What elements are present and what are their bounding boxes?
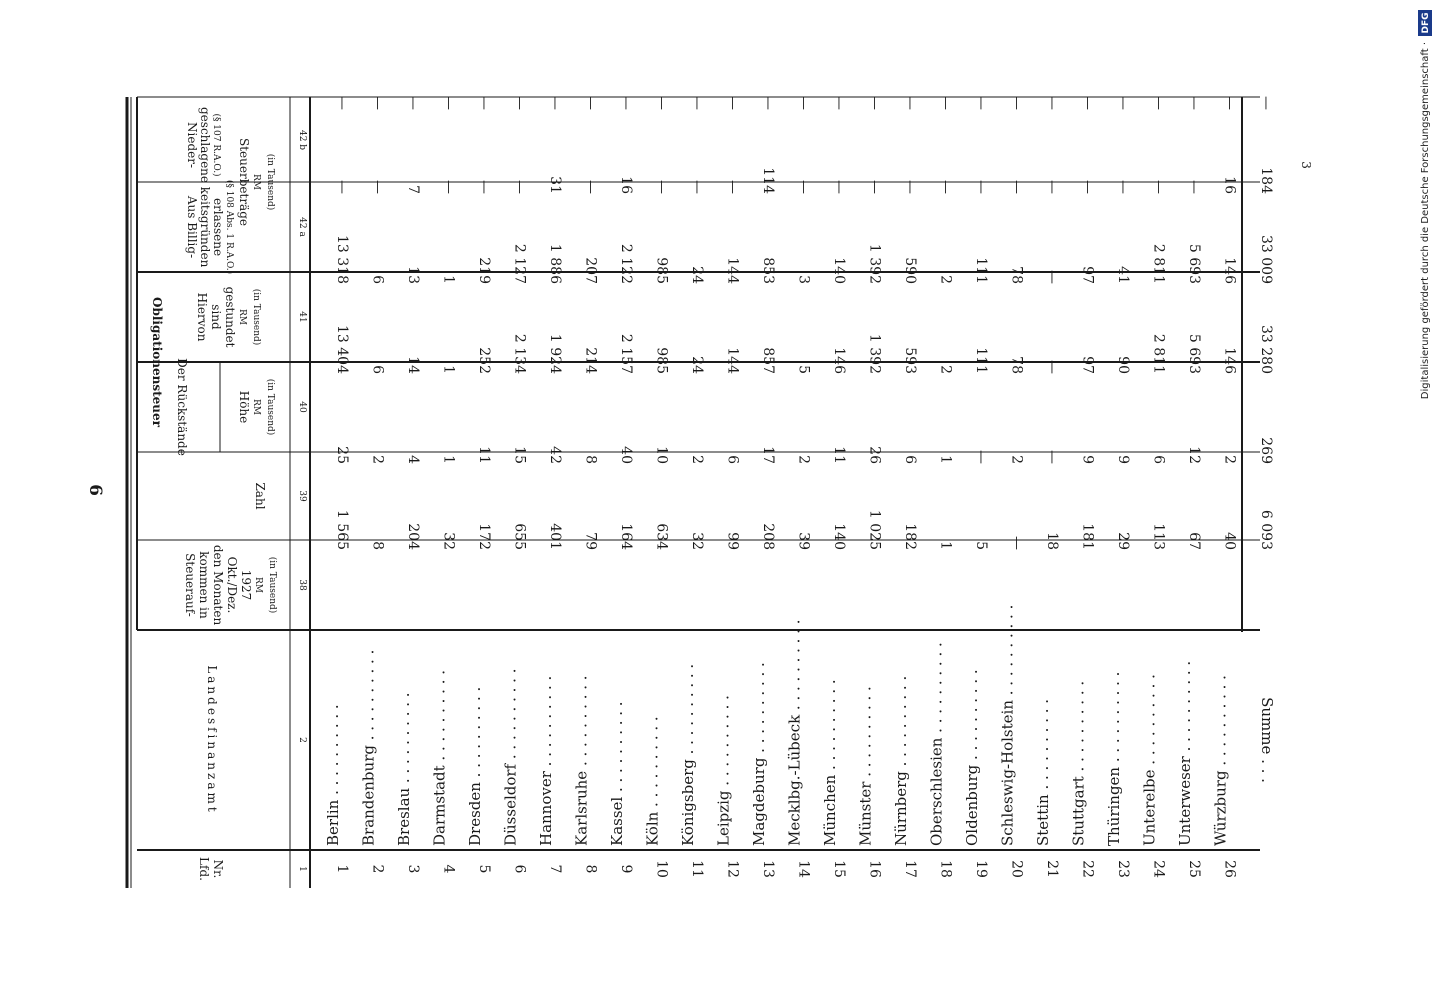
cell-nr: 9 (618, 864, 634, 874)
header-steueraufkommen: Steuerauf- (183, 553, 197, 617)
cell-nr: 25 (1186, 860, 1202, 878)
header-hoehe: (in Tausend) (265, 378, 275, 436)
cell-hoehe: 5 (795, 365, 812, 374)
cell-zahl: 1 (937, 455, 954, 464)
cell-zahl: 11 (476, 446, 492, 464)
cell-nieder: — (795, 96, 812, 110)
cell-hoehe: 252 (476, 347, 492, 374)
table-row (1176, 96, 1202, 878)
corner-mark: 3 (1299, 161, 1313, 169)
header-steuerbetraege: (in Tausend) (265, 153, 275, 211)
cell-hoehe: 1 924 (547, 333, 563, 374)
cell-hoehe: 97 (1079, 356, 1096, 374)
cell-gestundet: 144 (724, 257, 741, 284)
cell-nieder: — (1044, 96, 1060, 110)
cell-nr: 20 (1008, 860, 1025, 878)
cell-name: Karlsruhe . . . . . . . . . . (572, 675, 591, 846)
cell-erlassen: — (1150, 180, 1167, 194)
cell-zahl: 2 (689, 455, 705, 464)
cell-name: Kassel . . . . . . . . . . (608, 701, 626, 846)
column-number: 41 (297, 311, 307, 323)
header-hoehe: RM (251, 399, 261, 415)
cell-hoehe: 14 (405, 356, 421, 374)
table-row (573, 96, 599, 873)
cell-hoehe: 857 (760, 347, 776, 374)
cell-zahl: — (1044, 450, 1060, 464)
cell-nr: 6 (511, 864, 528, 874)
cell-gestundet: 146 (1221, 257, 1238, 284)
header-steueraufkommen: kommen in (197, 551, 211, 619)
cell-nieder: — (653, 96, 670, 110)
cell-nr: 2 (369, 864, 386, 874)
cell-nieder: — (937, 96, 954, 110)
cell-nr: 17 (902, 860, 918, 878)
cell-nr: 4 (440, 864, 457, 874)
cell-hoehe: 1 (440, 365, 457, 374)
cell-nr: 19 (973, 860, 989, 878)
cell-hoehe: 78 (1008, 356, 1025, 374)
cell-zahl: 9 (1079, 455, 1096, 464)
table-row (537, 96, 563, 873)
cell-gestundet: 97 (1079, 266, 1096, 284)
table-row (466, 96, 492, 873)
cell-zahl: 2 (1221, 455, 1238, 464)
cell-nr: 12 (724, 860, 741, 878)
column-number: 39 (297, 490, 307, 502)
cell-aufkommen: 99 (724, 532, 741, 550)
cell-name: Breslau . . . . . . . . . . (395, 692, 413, 846)
cell-nieder: — (547, 96, 563, 110)
cell-nieder: — (1150, 96, 1167, 110)
cell-aufkommen: 1 (937, 541, 954, 550)
cell-erlassen: 31 (547, 176, 563, 194)
cell-gestundet: 5 693 (1186, 243, 1202, 284)
cell-nr: 5 (476, 864, 492, 874)
cell-nieder: — (369, 96, 386, 110)
header-steueraufkommen: 1927 (239, 569, 253, 601)
header-gestundet: (in Tausend) (251, 288, 261, 346)
cell-nieder: — (582, 96, 599, 110)
cell-erlassen: — (582, 180, 599, 194)
cell-erlassen: — (689, 180, 705, 194)
cell-zahl: 40 (618, 446, 634, 464)
table-row (679, 96, 705, 878)
cell-nr: 23 (1115, 860, 1131, 878)
cell-gestundet: — (1044, 270, 1060, 284)
cell-nr: 8 (582, 864, 599, 874)
cell-zahl: 2 (1008, 455, 1025, 464)
table-row (324, 96, 350, 873)
header-niedergeschlagen: Nieder- (185, 121, 199, 169)
cell-nieder: — (1186, 96, 1202, 110)
cell-name: Brandenburg . . . . . . . . . . (359, 649, 378, 846)
cell-zahl: 8 (582, 455, 599, 464)
table-row (1034, 96, 1060, 878)
cell-gestundet: 853 (760, 257, 776, 284)
header-niedergeschlagen: (§ 107 R.A.O.) (211, 113, 221, 177)
summe-aufkommen: 6 093 (1258, 509, 1274, 550)
cell-zahl: 42 (547, 446, 563, 464)
cell-gestundet: 1 392 (866, 243, 883, 284)
cell-aufkommen: 204 (405, 523, 421, 550)
summe-erlassen: 184 (1258, 167, 1274, 194)
summe-nieder: — (1258, 96, 1274, 110)
cell-nr: 22 (1079, 860, 1096, 878)
table-row (821, 96, 847, 878)
dfg-logo-text: DFG (1421, 12, 1431, 34)
header-billigkeit: (§ 108 Abs. 1 R.A.O.) (224, 179, 234, 275)
cell-gestundet: 1 886 (547, 243, 563, 284)
cell-hoehe: 144 (724, 347, 741, 374)
cell-name: Oldenburg . . . . . . . . . . (963, 669, 981, 846)
cell-gestundet: 3 (795, 275, 812, 284)
cell-zahl: 25 (334, 446, 350, 464)
table-row (928, 96, 954, 878)
cell-nr: 16 (866, 860, 883, 878)
cell-nr: 10 (653, 860, 670, 878)
cell-gestundet: 590 (902, 257, 918, 284)
cell-name: Stuttgart . . . . . . . . . . (1069, 680, 1088, 846)
table-row (608, 96, 634, 873)
cell-nieder: — (1221, 96, 1238, 110)
summe-label: Summe . . . (1258, 697, 1276, 783)
cell-erlassen: 16 (618, 176, 634, 194)
header-hoehe: Höhe (237, 390, 251, 424)
cell-zahl: 2 (369, 455, 386, 464)
cell-erlassen: — (1079, 180, 1096, 194)
cell-zahl: 17 (760, 446, 776, 464)
page-number: 6 (85, 484, 105, 496)
summe-hoehe: 33 280 (1258, 325, 1274, 374)
table-row (1141, 96, 1167, 878)
cell-gestundet: 2 (937, 275, 954, 284)
table-row (715, 96, 741, 878)
cell-gestundet: 207 (582, 257, 599, 284)
cell-aufkommen: 172 (476, 523, 492, 550)
table-row (395, 96, 421, 873)
cell-nr: 26 (1221, 860, 1238, 878)
cell-zahl: 11 (831, 446, 847, 464)
cell-gestundet: 1 (440, 275, 457, 284)
column-number: 42 b (297, 129, 307, 151)
cell-erlassen: — (724, 180, 741, 194)
cell-nieder: — (1008, 96, 1025, 110)
cell-erlassen: — (369, 180, 386, 194)
cell-erlassen: 114 (760, 167, 776, 194)
summe-row (1258, 96, 1276, 783)
cell-name: Münster . . . . . . . . . . (856, 686, 875, 846)
cell-hoehe: 5 693 (1186, 333, 1202, 374)
cell-erlassen: 7 (405, 185, 421, 194)
column-headers (150, 107, 307, 881)
cell-name: Leipzig . . . . . . . . . . (714, 695, 733, 846)
cell-gestundet: 41 (1115, 266, 1131, 284)
cell-erlassen: — (937, 180, 954, 194)
cell-aufkommen: 40 (1221, 532, 1238, 550)
cell-nieder: — (866, 96, 883, 110)
cell-aufkommen: 79 (582, 532, 599, 550)
cell-aufkommen: 1 565 (334, 509, 350, 550)
header-gestundet: Hiervon (195, 292, 209, 342)
cell-hoehe: 2 134 (511, 333, 528, 374)
table-row (644, 96, 670, 878)
cell-hoehe: 2 (937, 365, 954, 374)
column-number: 1 (297, 866, 307, 872)
cell-nieder: — (689, 96, 705, 110)
cell-erlassen: — (440, 180, 457, 194)
cell-nr: 18 (937, 860, 954, 878)
cell-hoehe: 111 (973, 347, 989, 374)
table-row (999, 96, 1025, 878)
cell-hoehe: 2 157 (618, 333, 634, 374)
cell-zahl: 6 (1150, 455, 1167, 464)
cell-gestundet: 2 811 (1150, 243, 1167, 284)
cell-zahl: 26 (866, 446, 883, 464)
cell-name: München . . . . . . . . . . (821, 679, 839, 846)
cell-hoehe: 146 (831, 347, 847, 374)
cell-hoehe: 2 811 (1150, 333, 1167, 374)
cell-erlassen: — (795, 180, 812, 194)
cell-erlassen: — (1008, 180, 1025, 194)
cell-aufkommen: 181 (1079, 523, 1096, 550)
cell-zahl: 1 (440, 455, 457, 464)
cell-gestundet: 140 (831, 257, 847, 284)
cell-gestundet: 78 (1008, 266, 1025, 284)
table-row (502, 96, 528, 874)
cell-name: Oberschlesien . . . . . . . . . . (927, 642, 946, 846)
cell-aufkommen: 32 (689, 532, 705, 550)
cell-hoehe: 90 (1115, 356, 1131, 374)
table-row (963, 96, 989, 878)
cell-nr: 15 (831, 860, 847, 878)
table-row (750, 96, 776, 878)
cell-aufkommen: 401 (547, 523, 563, 550)
cell-name: Nürnberg . . . . . . . . . . (892, 675, 910, 846)
table-row (1070, 96, 1096, 878)
cell-nr: 3 (405, 864, 421, 874)
cell-zahl: 4 (405, 455, 421, 464)
cell-gestundet: 111 (973, 257, 989, 284)
cell-zahl: 12 (1186, 446, 1202, 464)
cell-name: Darmstadt . . . . . . . . . . (430, 669, 449, 846)
header-steueraufkommen: (in Tausend) (267, 556, 277, 614)
cell-gestundet: 6 (369, 275, 386, 284)
cell-nr: 24 (1150, 860, 1167, 878)
cell-name: Magdeburg . . . . . . . . . . (750, 662, 768, 846)
cell-hoehe: 24 (689, 356, 705, 374)
header-steueraufkommen: Okt./Dez. (225, 556, 239, 614)
header-landesfinanzamt: Landesfinanzamt (205, 665, 219, 815)
header-gestundet: gestundet (223, 286, 237, 348)
cell-name: Köln . . . . . . . . . . (643, 716, 662, 846)
cell-gestundet: 2 127 (511, 243, 528, 284)
cell-zahl: 15 (511, 446, 528, 464)
cell-zahl: 9 (1115, 455, 1131, 464)
header-steuerbetraege: RM (251, 174, 261, 190)
cell-erlassen: — (1044, 180, 1060, 194)
cell-nieder: — (973, 96, 989, 110)
cell-hoehe: — (1044, 360, 1060, 374)
table-body (324, 96, 1238, 878)
cell-name: Würzburg . . . . . . . . . . (1211, 675, 1230, 846)
summe-gestundet: 33 009 (1258, 235, 1274, 284)
cell-aufkommen: 18 (1044, 532, 1060, 550)
cell-erlassen: — (653, 180, 670, 194)
cell-aufkommen: 182 (902, 523, 918, 550)
cell-aufkommen: 113 (1150, 523, 1167, 550)
cell-gestundet: 219 (476, 257, 492, 284)
cell-nr: 13 (760, 860, 776, 878)
cell-nr: 1 (334, 864, 350, 874)
credit-text: Digitalisierung gefördert durch die Deutsche Forschungsgemeinschaft · (1420, 42, 1431, 400)
cell-name: Mecklbg.-Lübeck . . . . . . . . . . (785, 619, 804, 846)
cell-name: Unterweser . . . . . . . . . . (1176, 660, 1194, 846)
table-row (360, 96, 386, 873)
header-billigkeit: erlassene (211, 197, 225, 257)
cell-zahl: 10 (653, 446, 670, 464)
header-billigkeit: keitsgründen (198, 186, 212, 268)
cell-erlassen: — (1115, 180, 1131, 194)
header-lfd-nr: Nr. (211, 859, 225, 879)
cell-hoehe: 6 (369, 365, 386, 374)
cell-aufkommen: 29 (1115, 532, 1131, 550)
cell-erlassen: — (476, 180, 492, 194)
cell-nr: 21 (1044, 860, 1060, 878)
cell-name: Königsberg . . . . . . . . . . (679, 663, 697, 846)
cell-aufkommen: 1 025 (866, 509, 883, 550)
table-title: Obligationensteuer (150, 297, 164, 427)
header-billigkeit: Aus Billig- (185, 195, 199, 259)
column-number: 2 (297, 737, 307, 743)
cell-aufkommen: 634 (653, 523, 670, 550)
cell-nieder: — (405, 96, 421, 110)
cell-gestundet: 985 (653, 257, 670, 284)
cell-erlassen: — (511, 180, 528, 194)
dfg-credit (1418, 10, 1432, 990)
cell-aufkommen: 8 (369, 541, 386, 550)
cell-erlassen: — (1186, 180, 1202, 194)
column-number: 42 a (297, 217, 307, 237)
cell-zahl: — (973, 450, 989, 464)
cell-aufkommen: 140 (831, 523, 847, 550)
cell-nieder: — (476, 96, 492, 110)
cell-erlassen: — (334, 180, 350, 194)
cell-name: Stettin . . . . . . . . . . (1034, 698, 1052, 846)
cell-aufkommen: 5 (973, 541, 989, 550)
table-row (431, 96, 457, 874)
table-row (1212, 96, 1238, 878)
cell-erlassen: — (902, 180, 918, 194)
cell-nieder: — (724, 96, 741, 110)
cell-name: Berlin . . . . . . . . . . (324, 704, 342, 846)
cell-hoehe: 214 (582, 347, 599, 374)
cell-nieder: — (334, 96, 350, 110)
cell-nr: 14 (795, 860, 812, 878)
cell-name: Hannover . . . . . . . . . . (537, 675, 555, 846)
cell-zahl: 2 (795, 455, 812, 464)
cell-aufkommen: 208 (760, 523, 776, 550)
cell-nieder: — (618, 96, 634, 110)
cell-nieder: — (440, 96, 457, 110)
header-gestundet: RM (237, 309, 247, 325)
cell-aufkommen: — (1008, 536, 1025, 550)
cell-gestundet: 13 (405, 266, 421, 284)
cell-aufkommen: 39 (795, 532, 812, 550)
column-number: 38 (297, 579, 307, 591)
cell-gestundet: 24 (689, 266, 705, 284)
header-steueraufkommen: RM (253, 577, 263, 593)
cell-nr: 11 (689, 860, 705, 878)
cell-aufkommen: 655 (511, 523, 528, 550)
cell-hoehe: 13 404 (334, 325, 350, 374)
cell-hoehe: 593 (902, 347, 918, 374)
cell-hoehe: 1 392 (866, 333, 883, 374)
header-zahl: Zahl (253, 482, 267, 510)
cell-name: Dresden . . . . . . . . . . (466, 686, 484, 846)
cell-zahl: 6 (724, 455, 741, 464)
cell-aufkommen: 67 (1186, 532, 1202, 550)
cell-erlassen: — (973, 180, 989, 194)
cell-name: Schleswig-Holstein . . . . . . . . . . (998, 604, 1017, 846)
table-row (786, 96, 812, 878)
cell-erlassen: 16 (1221, 176, 1238, 194)
cell-aufkommen: 164 (618, 523, 634, 550)
cell-erlassen: — (831, 180, 847, 194)
cell-nieder: — (511, 96, 528, 110)
column-number: 40 (297, 401, 307, 413)
cell-name: Thüringen . . . . . . . . . . (1105, 671, 1123, 846)
cell-name: Unterelbe . . . . . . . . . . (1140, 674, 1159, 846)
cell-name: Düsseldorf . . . . . . . . . . (501, 668, 520, 846)
table-row (892, 96, 918, 878)
cell-nieder: — (1079, 96, 1096, 110)
cell-hoehe: 985 (653, 347, 670, 374)
cell-aufkommen: 32 (440, 532, 457, 550)
cell-nieder: — (1115, 96, 1131, 110)
header-lfd-nr: Lfd. (197, 857, 211, 881)
header-steuerbetraege: Steuerbeträge (237, 138, 251, 226)
cell-nieder: — (902, 96, 918, 110)
header-niedergeschlagen: geschlagene (198, 107, 212, 183)
header-gestundet: sind (209, 304, 223, 330)
cell-nr: 7 (547, 864, 563, 874)
header-rueckstaende: Der Rückstände (175, 358, 189, 456)
header-steueraufkommen: den Monaten (211, 544, 225, 626)
cell-zahl: 6 (902, 455, 918, 464)
cell-nieder: — (760, 96, 776, 110)
summe-zahl: 269 (1258, 437, 1274, 464)
cell-gestundet: 13 318 (334, 235, 350, 284)
cell-hoehe: 146 (1221, 347, 1238, 374)
table-row (1105, 96, 1131, 878)
table-row (857, 96, 883, 878)
cell-erlassen: — (866, 180, 883, 194)
cell-nieder: — (831, 96, 847, 110)
cell-gestundet: 2 122 (618, 243, 634, 284)
